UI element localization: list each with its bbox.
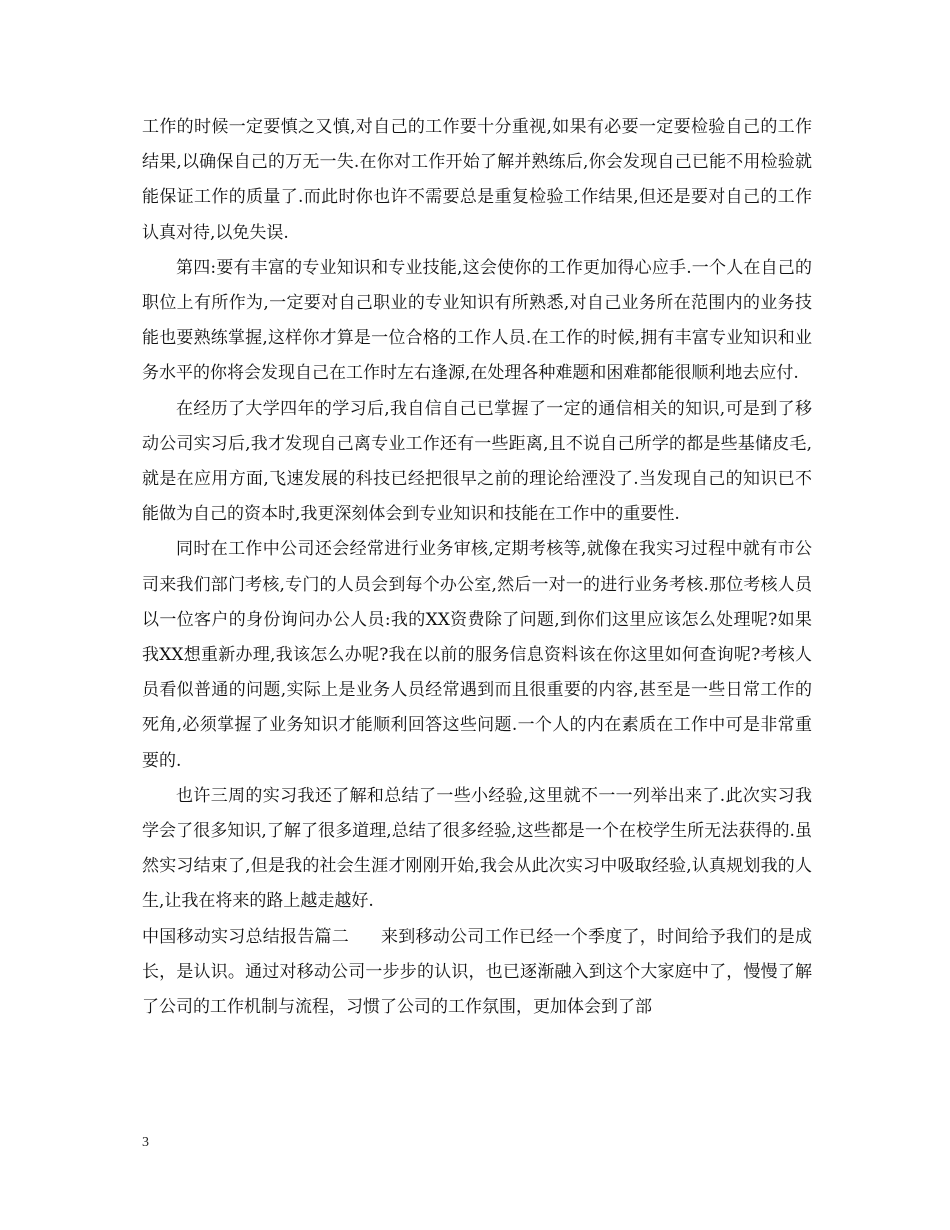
paragraph-2: 第四:要有丰富的专业知识和专业技能,这会使你的工作更加得心应手.一个人在自己的职位上有所作为,一定要对自己职业的专业知识有所熟悉,对自己业务所在范围内的业务技能也要熟练掌握,这样你才算是一位合格的工作人员.在工作的时候,拥有丰富专业知识和业务水平的你将会发现自己在工作时左右逢源,在处理各种难题和困难都能很顺利地去应付.	[142, 257, 812, 384]
paragraph-1: 工作的时候一定要慎之又慎,对自己的工作要十分重视,如果有必要一定要检验自己的工作结果,以确保自己的万无一失.在你对工作开始了解并熟练后,你会发现自己已能不用检验就能保证工作的质量了.而此时你也许不需要总是重复检验工作结果,但还是要对自己的工作认真对待,以免失误.	[142, 117, 812, 243]
section-title: 中国移动实习总结报告篇二	[142, 926, 349, 947]
page-number: 3	[142, 1135, 149, 1150]
section-text: 来到移动公司工作已经一个季度了，时间给予我们的是成长，是认识。通过对移动公司一步步的认识，也已逐渐融入到这个大家庭中了，慢慢了解了公司的工作机制与流程，习惯了公司的工作氛围，更加体会到了部	[142, 926, 812, 1018]
section-paragraph	[142, 920, 812, 1026]
paragraph-3: 在经历了大学四年的学习后,我自信自己已掌握了一定的通信相关的知识,可是到了移动公司实习后,我才发现自己离专业工作还有一些距离,且不说自己所学的都是些基储皮毛,就是在应用方面,飞速发展的科技已经把很早之前的理论给湮没了.当发现自己的知识已不能做为自己的资本时,我更深刻体会到专业知识和技能在工作中的重要性.	[142, 398, 812, 525]
paragraph-5: 也许三周的实习我还了解和总结了一些小经验,这里就不一一列举出来了.此次实习我学会了很多知识,了解了很多道理,总结了很多经验,这些都是一个在校学生所无法获得的.虽然实习结束了,但是我的社会生涯才刚刚开始,我会从此次实习中吸取经验,认真规划我的人生,让我在将来的路上越走越好.	[142, 785, 812, 912]
document-body	[142, 110, 812, 1025]
paragraph-4: 同时在工作中公司还会经常进行业务审核,定期考核等,就像在我实习过程中就有市公司来我们部门考核,专门的人员会到每个办公室,然后一对一的进行业务考核.那位考核人员以一位客户的身份询问办公人员:我的XX资费除了问题,到你们这里应该怎么处理呢?如果我XX想重新办理,我该怎么办呢?我在以前的服务信息资料该在你这里如何查询呢?考核人员看似普通的问题,实际上是业务人员经常遇到而且很重要的内容,甚至是一些日常工作的死角,必须掌握了业务知识才能顺利回答这些问题.一个人的内在素质在工作中可是非常重要的.	[142, 539, 812, 771]
